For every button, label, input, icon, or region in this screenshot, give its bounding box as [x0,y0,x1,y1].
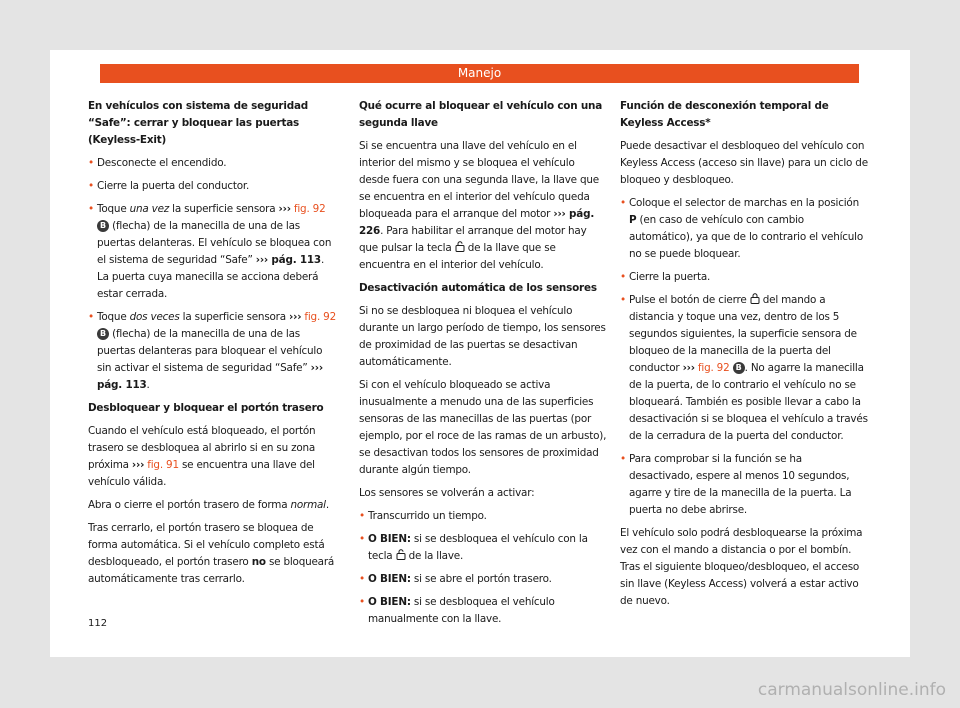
heading-safe-lock: En vehículos con sistema de seguridad “Safe”: cerrar y bloquear las puertas (Keyless-Exit) [88,100,309,146]
paragraph: Abra o cierre el portón trasero de forma normal. [88,499,329,511]
list-item: • O BIEN: si se desbloquea el vehículo manualmente con la llave. [359,594,607,628]
heading-second-key: Qué ocurre al bloquear el vehículo con una segunda llave [359,100,603,129]
reference-arrow: ››› [131,459,145,471]
page-link[interactable]: ››› pág. 113 [255,254,321,266]
page-link[interactable]: ››› pág. 226 [359,208,595,237]
reference-arrow: ››› [278,203,291,215]
paragraph: Si se encuentra una llave del vehículo en el interior del mismo y se bloquea el vehículo desde fuera con una segunda llave, la llave que se encuentra en el interior del vehículo queda bloqueada para el arranque del motor ››› pág. 226. Para habilitar el arranque del motor hay que pulsar la tecla de la llave que se encuentra en el interior del vehículo. [359,140,599,271]
unlock-icon [455,241,465,252]
callout-badge: B [97,220,109,232]
list-item: • Transcurrido un tiempo. [359,508,607,525]
paragraph: Tras cerrarlo, el portón trasero se bloquea de forma automática. Si el vehículo completo está desbloqueado, el portón trasero no se bloqueará automáticamente tras cerrarlo. [88,522,335,585]
list-item: • Coloque el selector de marchas en la posición P (en caso de vehículo con cambio automático), ya que de lo contrario el vehículo no se puede bloquear. [620,195,868,263]
figure-link[interactable]: fig. 92 [293,203,326,215]
list-item: • O BIEN: si se abre el portón trasero. [359,571,607,588]
heading-keyless-off: Función de desconexión temporal de Keyless Access* [620,100,829,129]
list-item: • Cierre la puerta del conductor. [88,178,336,195]
section-header: Manejo [100,64,859,83]
column-middle [359,98,607,634]
reference-arrow: ››› [682,362,695,374]
figure-link[interactable]: fig. 91 [147,459,179,471]
paragraph: Puede desactivar el desbloqueo del vehículo con Keyless Access (acceso sin llave) para un ciclo de bloqueo y desbloqueo. [620,140,868,186]
reference-arrow: ››› [289,311,302,323]
lock-icon [750,293,760,304]
paragraph: Si no se desbloquea ni bloquea el vehículo durante un largo período de tiempo, los sensores de proximidad de las puertas se desactivan automáticamente. [359,305,606,368]
unlock-icon [396,549,406,560]
heading-tailgate: Desbloquear y bloquear el portón trasero [88,402,324,414]
list-item: • Desconecte el encendido. [88,155,336,172]
paragraph: Los sensores se volverán a activar: [359,487,535,499]
list-item: • Cierre la puerta. [620,269,868,286]
paragraph: Si con el vehículo bloqueado se activa inusualmente a menudo una de las superficies sensoras de las manecillas de las puertas (por ejemplo, por el roce de las ramas de un arbusto), se desactivan todos los sensores de proximidad durante algún tiempo. [359,379,607,476]
column-left [88,98,336,594]
paragraph: El vehículo solo podrá desbloquearse la próxima vez con el mando a distancia o por el bombín. Tras el siguiente bloqueo/desbloqueo, el acceso sin llave (Keyless Access) volverá a estar activo de nuevo. [620,527,863,607]
list-item: • Para comprobar si la función se ha desactivado, espere al menos 10 segundos, agarre y tire de la manecilla de la puerta. La puerta no debe abrirse. [620,451,868,519]
heading-sensor-deactivation: Desactivación automática de los sensores [359,282,597,294]
page-link[interactable]: ››› pág. 113 [97,362,323,391]
page-number: 112 [88,618,108,629]
list-item: • O BIEN: si se desbloquea el vehículo con la tecla de la llave. [359,531,607,565]
list-item: • Toque una vez la superficie sensora ››› fig. 92 B (flecha) de la manecilla de una de las puertas delanteras. El vehículo se bloquea con el sistema de seguridad “Safe” ››› pág. 113. La puerta cuya manecilla se acciona deberá estar cerrada. [88,201,336,303]
watermark: carmanualsonline.info [757,680,946,700]
list-item: • Pulse el botón de cierre del mando a distancia y toque una vez, dentro de los 5 segundos siguientes, la superficie sensora de bloqueo de la manecilla de la puerta del conductor ››› fig. 92 B . No agarre la manecilla de la puerta, de lo contrario el vehículo no se bloqueará. También es posible llevar a cabo la desactivación si se bloquea el vehículo a través de la cerradura de la puerta del conductor. [620,292,868,445]
list-item: • Toque dos veces la superficie sensora ››› fig. 92 B (flecha) de la manecilla de una de las puertas delanteras para bloquear el vehículo sin activar el sistema de seguridad “Safe” ››› pág. 113. [88,309,336,394]
callout-badge: B [733,362,745,374]
column-right [620,98,868,616]
figure-link[interactable]: fig. 92 [304,311,336,323]
figure-link[interactable]: fig. 92 [697,362,730,374]
paragraph: Cuando el vehículo está bloqueado, el portón trasero se desbloquea al abrirlo si en su zona próxima ››› fig. 91 se encuentra una llave del vehículo válida. [88,425,316,488]
callout-badge: B [97,328,109,340]
